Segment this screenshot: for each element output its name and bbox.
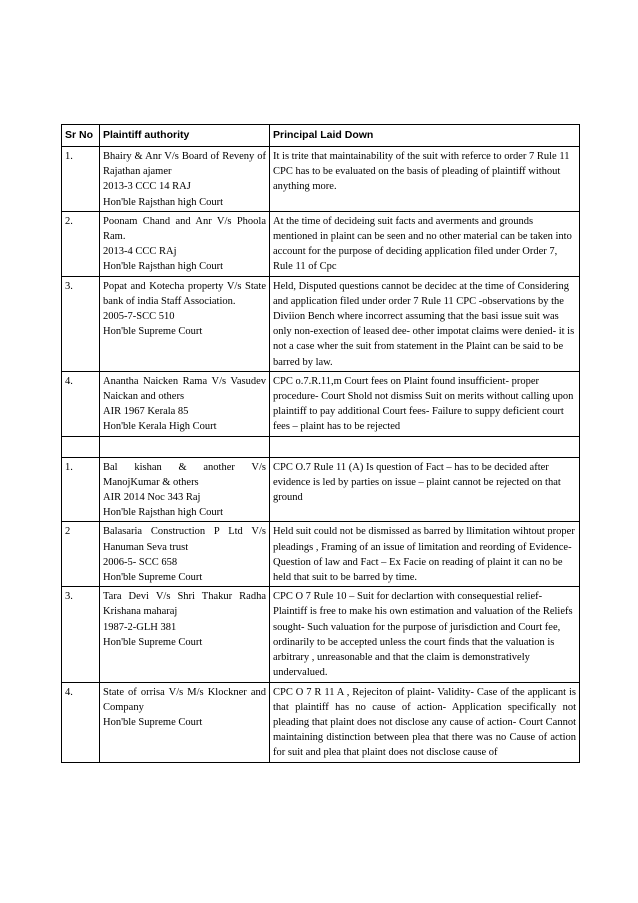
blank-cell: [100, 436, 270, 457]
court-name: Hon'ble Supreme Court: [103, 572, 203, 584]
table-row: [62, 587, 580, 682]
sr-no-cell: 2.: [62, 211, 100, 276]
blank-separator-row: [62, 436, 580, 457]
court-name: Hon'ble Rajsthan high Court: [103, 196, 224, 208]
principle-cell: At the time of decideing suit facts and averments and grounds mentioned in plaint can be seen and no other material can be taken into account for the purpose of deciding application filed under Order 7, Rule 11 of Cpc: [270, 211, 580, 276]
case-title: Balasaria Construction P Ltd V/s Hanuman Seva trust: [103, 526, 266, 553]
blank-cell: [62, 436, 100, 457]
table-row: [62, 276, 580, 371]
case-title: State of orrisa V/s M/s Klockner and Company: [103, 686, 266, 713]
citation: AIR 1967 Kerala 85: [103, 406, 189, 418]
citation: AIR 2014 Noc 343 Raj: [103, 492, 201, 504]
sr-no-cell: 3.: [62, 587, 100, 682]
principle-cell: CPC O 7 Rule 10 – Suit for declartion with consequestial relief- Plaintiff is free to make his own estimation and valuation of the Reliefs sought- Such valuation for the purpose of jurisdiction and Court fee, ordinarily to be accepted unless the court finds that the valuation is arbitrary , unreasonable and that the claim is demonstratively undervalued.: [270, 587, 580, 682]
sr-no-cell: 3.: [62, 276, 100, 371]
table-row: [62, 682, 580, 762]
authority-cell: [100, 276, 270, 371]
case-title: Anantha Naicken Rama V/s Vasudev Naickan and others: [103, 375, 266, 403]
header-sr-no: Sr No: [62, 125, 100, 147]
principle-cell: Held suit could not be dismissed as barred by llimitation wihtout proper pleadings , Framing of an issue of limitation and reording of Evidence- Question of law and Fact – Ex Facie on reading of plaint it can no be held that suit to be barred by time.: [270, 522, 580, 587]
authority-cell: [100, 371, 270, 436]
principle-text: CPC O 7 R 11 A , Rejeciton of plaint- Validity- Case of the applicant is that plaintiff has no cause of action- Application specifically not pleading that plaint does not disclose any cause of action- Court Cannot maintaining distinction between plea that there was no Cause of action for suit and plea that plaint does not disclose cause of: [273, 686, 576, 759]
court-name: Hon'ble Rajsthan high Court: [103, 261, 224, 273]
case-title: Tara Devi V/s Shri Thakur Radha Krishana maharaj: [103, 591, 266, 618]
court-name: Hon'ble Supreme Court: [103, 636, 203, 648]
authority-cell: [100, 147, 270, 212]
principle-cell: CPC o.7.R.11,m Court fees on Plaint found insufficient- proper procedure- Court Shold not dismiss Suit on merits without calling upon plaintiff to pay additional Court fees- Failure to suppy deficient court fees – plaint has to be rejected: [270, 371, 580, 436]
table-row: [62, 522, 580, 587]
citation: 2005-7-SCC 510: [103, 311, 175, 323]
citation: 2006-5- SCC 658: [103, 556, 178, 568]
principle-cell: It is trite that maintainability of the suit with referce to order 7 Rule 11 CPC has to be evaluated on the basis of pleading of plaintiff without anything more.: [270, 147, 580, 212]
sr-no-cell: 4.: [62, 682, 100, 762]
court-name: Hon'ble Supreme Court: [103, 716, 203, 728]
blank-cell: [270, 436, 580, 457]
table-row: [62, 211, 580, 276]
table-row: [62, 147, 580, 212]
case-title: Bal kishan & another V/s ManojKumar & others: [103, 461, 266, 488]
authority-cell: [100, 211, 270, 276]
citation: 2013-4 CCC RAj: [103, 246, 177, 258]
court-name: Hon'ble Rajsthan high Court: [103, 507, 224, 519]
authority-cell: [100, 457, 270, 522]
principle-cell: [270, 682, 580, 762]
document-page: [61, 124, 579, 763]
authority-cell: [100, 682, 270, 762]
citation: 2013-3 CCC 14 RAJ: [103, 181, 191, 193]
sr-no-cell: 2: [62, 522, 100, 587]
header-row: [62, 125, 580, 147]
table-row: [62, 371, 580, 436]
citation: 1987-2-GLH 381: [103, 621, 177, 633]
table-row: [62, 457, 580, 522]
sr-no-cell: 1.: [62, 457, 100, 522]
court-name: Hon'ble Supreme Court: [103, 326, 203, 338]
header-plaintiff-authority: Plaintiff authority: [100, 125, 270, 147]
case-title: Poonam Chand and Anr V/s Phoola Ram.: [103, 215, 266, 243]
authorities-table: [61, 124, 580, 763]
court-name: Hon'ble Kerala High Court: [103, 421, 217, 433]
sr-no-cell: 1.: [62, 147, 100, 212]
case-title: Bhairy & Anr V/s Board of Reveny of Rajathan ajamer: [103, 151, 266, 178]
header-principal-laid-down: Principal Laid Down: [270, 125, 580, 147]
authority-cell: [100, 587, 270, 682]
principle-cell: CPC O.7 Rule 11 (A) Is question of Fact – has to be decided after evidence is led by parties on issue – plaint cannot be rejected on that ground: [270, 457, 580, 522]
authority-cell: [100, 522, 270, 587]
sr-no-cell: 4.: [62, 371, 100, 436]
case-title: Popat and Kotecha property V/s State bank of india Staff Association.: [103, 280, 266, 307]
principle-cell: Held, Disputed questions cannot be decidec at the time of Considering and application filed under order 7 Rule 11 CPC -observations by the Diviion Bench where incorrect assuming that the basi issue suit was only non-exection of leased dee- other impotat claims were denied- it is not a case wher the suit from statement in the Plaint can be said to be barred by law.: [270, 276, 580, 371]
